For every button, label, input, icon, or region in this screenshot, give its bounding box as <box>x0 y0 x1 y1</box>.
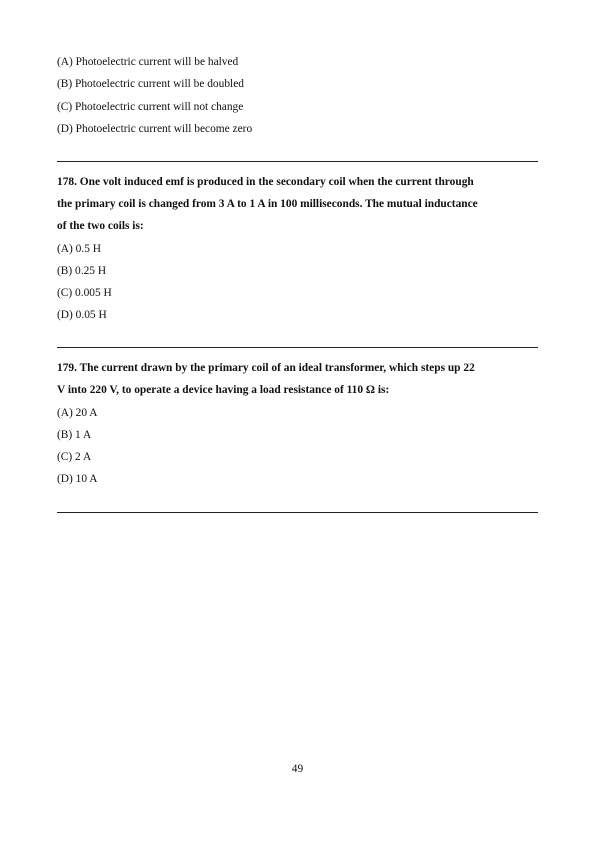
question-178-line-2: the primary coil is changed from 3 A to 1 A in 100 milliseconds. The mutual inductance <box>57 198 478 210</box>
option-b: (B) Photoelectric current will be doubled <box>57 78 244 90</box>
question-178-line-3: of the two coils is: <box>57 220 144 232</box>
question-178-option-d: (D) 0.05 H <box>57 309 107 321</box>
divider <box>57 512 538 513</box>
question-178-option-c: (C) 0.005 H <box>57 287 112 299</box>
question-178-option-a: (A) 0.5 H <box>57 243 101 255</box>
question-179-option-a: (A) 20 A <box>57 407 98 419</box>
option-c: (C) Photoelectric current will not change <box>57 101 244 113</box>
question-179-line-2: V into 220 V, to operate a device having a load resistance of 110 Ω is: <box>57 384 390 396</box>
option-d: (D) Photoelectric current will become zero <box>57 123 253 135</box>
question-178-option-b: (B) 0.25 H <box>57 265 107 277</box>
divider <box>57 347 538 348</box>
question-179-option-d: (D) 10 A <box>57 473 98 485</box>
question-179-option-c: (C) 2 A <box>57 451 92 463</box>
page-number: 49 <box>291 763 304 775</box>
question-179-line-1: 179. The current drawn by the primary coil of an ideal transformer, which steps up 22 <box>57 362 475 374</box>
divider <box>57 161 538 162</box>
question-179-option-b: (B) 1 A <box>57 429 92 441</box>
question-178-line-1: 178. One volt induced emf is produced in the secondary coil when the current through <box>57 176 474 188</box>
option-a: (A) Photoelectric current will be halved <box>57 56 239 68</box>
